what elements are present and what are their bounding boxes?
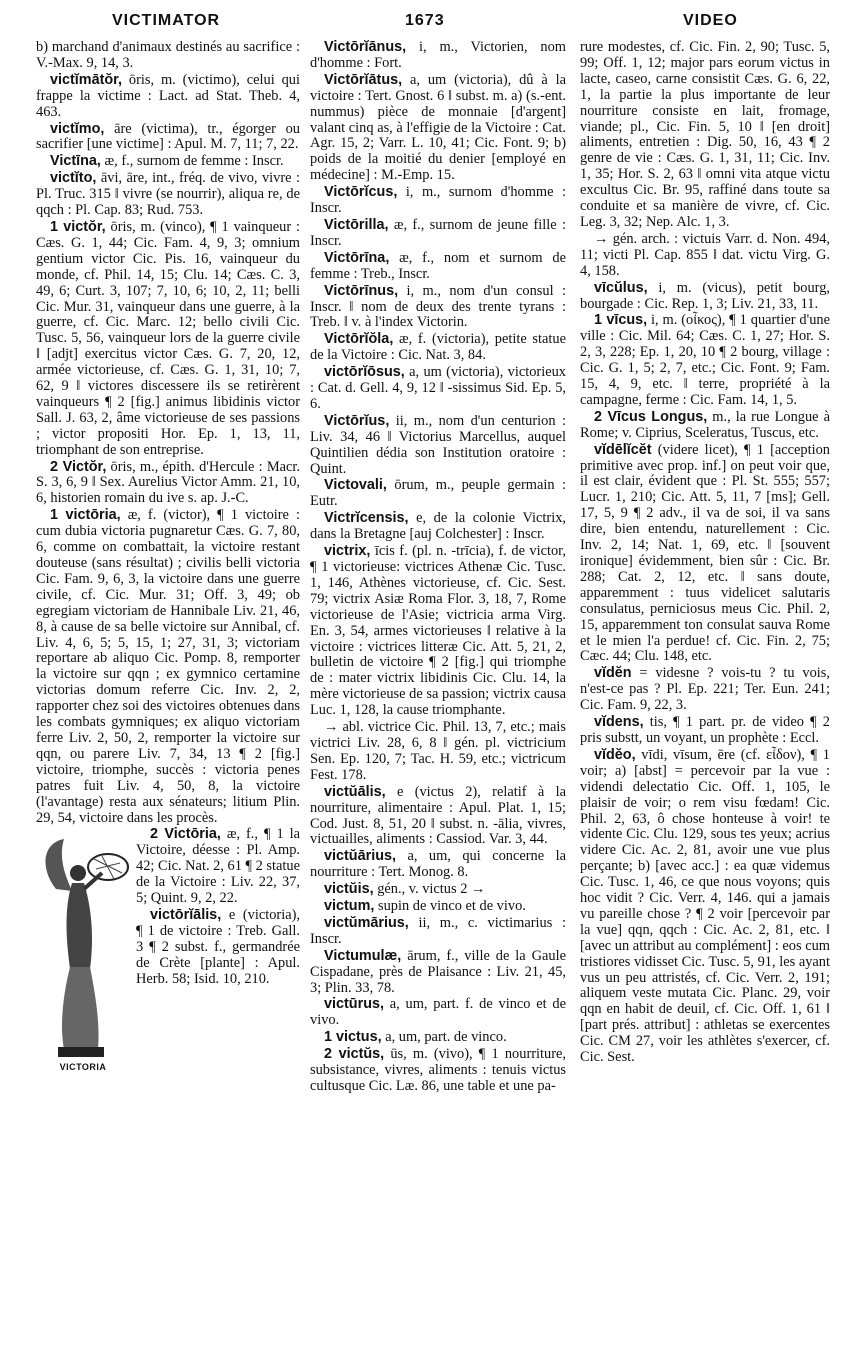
entry-text: a, um (victoria), dû à la victoire : Tert. Gnost. 6 ‖ subst. m. a) (s.-ent. nummus) pièce de monnaie [d'argent] valant cinq as, à l'effigie de la Victoire : Cat. Agr. 15, 2; Varr. L. 10, 41; Cic. Font. 9; b) poids de la moitié du denier [employé en médecine] : M.-Emp. 15. xyxy=(310,71,566,184)
entry-headword: victōrĭōsus, xyxy=(324,364,405,381)
entry-text: m., la rue Longue à Rome; v. Ciprius, Sceleratus, Tuscus, etc. xyxy=(580,408,830,441)
dictionary-entry xyxy=(580,232,830,280)
entry-headword: victūrus, xyxy=(324,996,384,1013)
entry-text: æ, f., surnom de jeune fille : Inscr. xyxy=(310,216,566,249)
dictionary-entry xyxy=(580,410,830,442)
entry-text: ōris, m. (victimo), celui qui frappe la victime : Lact. ad Stat. Theb. 4, 463. xyxy=(36,71,300,120)
entry-text: e, de la colonie Victrix, dans la Bretagne [auj Colchester] : Inscr. xyxy=(310,510,566,543)
entry-text: = videsne ? vois-tu ? tu vois, n'est-ce pas ? Pl. Ep. 221; Ter. Eun. 241; Cic. Fam. 9, 22, 3. xyxy=(580,665,830,714)
entry-text: īcis f. (pl. n. -trīcia), f. de victor, ¶ 1 victorieuse: victrices Athenæ Cic. Tusc. 1, 146, Athènes victorieuse, cf. Cic. Sest. 79; victrix Asiæ Roma Flor. 3, 18, 7, Rome victorieuse de l'Asie; victricia arma Virg. En. 3, 54, armes victorieuses ‖ relative à la victoire : victrices litteræ Cic. Att. 5, 21, 2, bulletin de victoire ¶ 2 [fig.] qui triomphe de : mater victrix libidinis Cic. Clu. 14, la mère victorieuse de sa passion; victrix causa Luc. 1, 128, la cause triomphante. xyxy=(310,543,566,719)
dictionary-entry xyxy=(310,332,566,364)
dictionary-entry xyxy=(310,478,566,510)
entry-text: æ, f., ¶ 1 la Victoire, déesse : Pl. Amp. 42; Cic. Nat. 2, 61 ¶ 2 statue de la Victoire : Liv. 22, 37, 5; Quint. 9, 2, 22. xyxy=(136,826,300,907)
entry-headword: 2 Vīcus Longus, xyxy=(594,408,708,425)
entry-headword: victĭmo, xyxy=(50,120,105,137)
entry-headword: victĭmātŏr, xyxy=(50,71,122,88)
dictionary-entry xyxy=(580,443,830,666)
dictionary-entry xyxy=(310,251,566,283)
entry-text: supin de vinco et de vivo. xyxy=(374,898,526,915)
entry-headword: Victōrĭcus, xyxy=(324,184,398,201)
entry-text: b) marchand d'animaux destinés au sacrifice : V.-Max. 9, 14, 3. xyxy=(36,40,300,71)
entry-headword: Victōrĭātus, xyxy=(324,71,403,88)
dictionary-entry xyxy=(310,1047,566,1095)
entry-headword: Victumulæ, xyxy=(324,947,402,964)
entry-text: i, m., surnom d'homme : Inscr. xyxy=(310,184,566,217)
entry-headword: Victovali, xyxy=(324,477,387,494)
entry-text: ii, m., nom d'un centurion : Liv. 34, 46 ‖ Victorius Marcellus, auquel Quintilien dédia son Institution oratoire : Quint. xyxy=(310,412,566,477)
dictionary-entry xyxy=(580,313,830,408)
dictionary-entry xyxy=(36,122,300,154)
dictionary-entry xyxy=(310,997,566,1029)
page-header xyxy=(0,8,862,36)
entry-headword: Victōrīnus, xyxy=(324,282,399,299)
dictionary-entry xyxy=(36,508,300,826)
entry-text: a, um, part. f. de vinco et de vivo. xyxy=(310,996,566,1029)
entry-headword: 1 victus, xyxy=(324,1029,382,1046)
guide-word-left: VICTIMATOR xyxy=(112,12,221,29)
dictionary-entry xyxy=(36,171,300,219)
dictionary-entry xyxy=(310,511,566,543)
entry-headword: 2 Victŏr, xyxy=(50,458,107,475)
entry-text: vīdi, vīsum, ēre (cf. εἶδον), ¶ 1 voir; a) [abst] = percevoir par la vue : videndi delectatio Cic. Off. 1, 105, le plaisir de voir; o rem visu fœdam! Cic. Phil. 2, 63, ô chose honteuse à voir! te vidente Cic. Clu. 129, sous tes yeux; acrius videre Cic. Ac. 2, 81, avoir une vue plus perçante; b) [avec acc.] : ea quæ videmus Cic. Tusc. 1, 46, ce que nous voyons; quis hoc vidit ? Cic. Verr. 4, 146. qui a jamais vu pareille chose ? ¶ 2 voir [percevoir par la vue] qqn, qqch : Cic. Ac. 2, 81, etc. ‖ [avec un attribut au complément] : eos cum tristiores vidisset Cic. Tusc. 5, 91, les ayant vus un peu attristés, cf. Cic. Verr. 2, 191; aliquem veste mutata Cic. Planc. 29, voir qqn en habit de deuil, cf. Cic. Off. 1, 61 ‖ [part prés. attribut] : athletas se exercentes Cic. CM 27, voir les athlètes s'exercer, cf. Cic. Sest. xyxy=(580,746,830,1066)
entry-text: → abl. victrice Cic. Phil. 13, 7, etc.; mais victrici Liv. 28, 6, 8 ‖ gén. pl. victricium Sen. Ep. 120, 7; Tac. H. 59, etc.; victricum Fest. 178. xyxy=(310,719,566,783)
entry-text: ōris, m. (vinco), ¶ 1 vainqueur : Cæs. G. 1, 44; Cic. Fam. 4, 9, 3; omnium gentium victor Cic. Pis. 16, vainqueur du monde, cf. Phil. 14, 15; Clu. 14; Cæs. C. 3, 49, 6; Curt. 3, 107; 7, 10, 6; 10, 2, 11; belli Cic. Mur. 31, vainqueur dans une guerre, à la guerre, cf. Cic. Marc. 12; bello civili Cic. Tusc. 5, 56, vainqueur lors de la guerre civile ‖ [adjt] exercitus victor Cæs. G. 7, 20, 12, armée victorieuse, cf. Cæs. G. 1, 31, 10; 7, 62, 9 ‖ victores discessere ils se retirèrent vainqueurs ¶ 2 [fig.] animus libidinis victor Sall. J. 63, 2, âme victorieuse de ses passions ; victor propositi Hor. Ep. 1, 13, 11, triomphant de son entreprise. xyxy=(36,218,300,458)
dictionary-entry xyxy=(310,365,566,413)
dictionary-entry xyxy=(310,882,566,898)
entry-headword: Victōrĭus, xyxy=(324,412,390,429)
dictionary-entry xyxy=(580,281,830,313)
entry-text: tis, ¶ 1 part. pr. de video ¶ 2 pris substt, un voyant, un prophète : Eccl. xyxy=(580,714,830,746)
entry-text: ōrum, m., peuple germain : Eutr. xyxy=(310,477,566,510)
dictionary-entry xyxy=(310,218,566,250)
dictionary-entry xyxy=(310,899,566,915)
column-3 xyxy=(580,40,830,1352)
page-number: 1673 xyxy=(405,12,445,29)
dictionary-entry xyxy=(310,40,566,72)
entry-headword: 1 victōria, xyxy=(50,507,121,524)
entry-headword: victŭmārius, xyxy=(324,914,409,931)
entry-headword: Victōrilla, xyxy=(324,216,389,233)
entry-text: ārum, f., ville de la Gaule Cispadane, près de Plaisance : Liv. 21, 45, 3; Plin. 33, 78. xyxy=(310,947,566,996)
entry-text: āvi, āre, int., fréq. de vivo, vivre : Pl. Truc. 315 ‖ vivre (se nourrir), aliqua re, de qqch : Pl. Cap. 83; Rud. 753. xyxy=(36,170,300,219)
entry-text: ii, m., c. victimarius : Inscr. xyxy=(310,914,566,947)
entry-text: ōris, m., épith. d'Hercule : Macr. S. 3, 6, 9 ‖ Sex. Aurelius Victor Amm. 21, 10, 6, historien romain du ive s. ap. J.-C. xyxy=(36,458,300,507)
entry-text: āre (victima), tr., égorger ou sacrifier [une victime] : Apul. M. 7, 11; 7, 22. xyxy=(36,120,300,153)
dictionary-entry xyxy=(310,73,566,184)
entry-text: a, um (victoria), victorieux : Cat. d. Gell. 4, 9, 12 ‖ -sissimus Sid. Ep. 5, 6. xyxy=(310,364,566,412)
dictionary-entry xyxy=(310,185,566,217)
entry-headword: victŭārius, xyxy=(324,848,396,865)
entry-text: a, um, qui concerne la nourriture : Tert. Monog. 8. xyxy=(310,848,566,881)
entry-headword: victĭto, xyxy=(50,170,97,187)
dictionary-entry xyxy=(580,748,830,1066)
entry-text: i, m. (οἶκος), ¶ 1 quartier d'une ville : Cic. Mil. 64; Cæs. C. 1, 27; Hor. S. 2, 3, 228; Ep. 1, 20, 10 ¶ 2 bourg, village : Cic. G. 1, 5; 2, 7, etc.; Cic. Font. 9; Fam. 15, 4, 9, etc. ‖ terre, propriété à la campagne, ferme : Cic. Fam. 14, 1, 5. xyxy=(580,312,830,408)
dictionary-entry xyxy=(310,720,566,784)
dictionary-entry xyxy=(36,220,300,459)
dictionary-entry xyxy=(580,40,830,231)
entry-text: (videre licet), ¶ 1 [acception primitive avec prop. inf.] on peut voir que, il est clair, évident que : Pl. St. 555; 557; Lucr. 1, 210; Cic. Att. 5, 11, 7 [ms]; Gell. 17, 5, 9 ¶ 2 adv., il va de soi, il va sans dire, bien entendu, naturellement : Cic. Inv. 2, 14; Nat. 1, 69, etc. ‖ [souvent ironique] évidemment, bien sûr : Cic. Br. 288; Cat. 2, 12, etc. ‖ sans doute, apparemment : tuus videlicet salutaris consulatus, perniciosus meus Cic. Phil. 2, 15, apparemment ton consulat sauva Rome et le mien l'a perdue! cf. Cic. Fin. 2, 75; Cæc. 44; Clu. 148, etc. xyxy=(580,441,830,665)
dictionary-entry xyxy=(36,40,300,72)
entry-text: æ, f. (victor), ¶ 1 victoire : cum dubia victoria pugnaretur Cæs. G. 7, 80, 6, comme on combattait, la victoire restant douteuse (sans résultat) ; civilis belli victoria Cic. Fam. 9, 6, 3, la victoire dans une guerre civile, cf. Cic. Mur. 31; Off. 3, 49; ob egregiam victoriam de Hannibale Liv. 21, 46, 8, à cause de sa belle victoire sur Annibal, cf. Liv. 4, 6, 5; 5, 15, 1; 27, 31, 3; victoriam reportare ab aliquo Cic. Pomp. 8, remporter la victoire sur qqn ; ex gymnico certamine victorias domum referre Cic. Inv. 2, 2, rapporter chez soi des victoires obtenues dans les combats gymniques; ex aliquo victoriam ferre Liv. 2, 50, 2, remporter la victoire sur qqn, ou parere Liv. 7, 34, 13 ¶ 2 [fig.] victoire, triomphe, succès : victoria penes patres fuit Liv. 4, 50, 8, la victoire (l'avantage) resta aux sénateurs; litium Plin. 29, 54, victoire dans les procès. xyxy=(36,507,300,826)
victoria-illustration xyxy=(36,829,130,1075)
entry-text: æ, f. (victoria), petite statue de la Victoire : Cic. Nat. 3, 84. xyxy=(310,331,566,364)
entry-text: e (victus 2), relatif à la nourriture, alimentaire : Apul. Plat. 1, 15; Cod. Just. 8, 51, 20 ‖ subst. n. -ālia, vivres, victuailles, aliments : Cassiod. Var. 3, 44. xyxy=(310,783,566,848)
entry-headword: vĭdĕn xyxy=(594,665,632,682)
entry-text: e (victoria), ¶ 1 de victoire : Treb. Gall. 3 ¶ 2 subst. f., germandrée de Crète [plante] : Apul. Herb. 58; Isid. 10, 210. xyxy=(136,906,300,987)
dictionary-entry xyxy=(36,154,300,170)
dictionary-entry xyxy=(310,785,566,849)
entry-headword: victrix, xyxy=(324,543,371,560)
dictionary-entry xyxy=(36,460,300,508)
figure-caption: VICTORIA xyxy=(59,1061,107,1072)
dictionary-entry xyxy=(310,949,566,997)
entry-headword: Victōrīna, xyxy=(324,249,390,266)
dictionary-entry xyxy=(310,544,566,719)
entry-headword: Victōrĭānus, xyxy=(324,40,407,55)
dictionary-entry xyxy=(36,73,300,121)
entry-headword: victum, xyxy=(324,898,375,915)
entry-text: → gén. arch. : victuis Varr. d. Non. 494, 11; victi Pl. Cap. 855 ‖ dat. victu Virg. G. 4, 158. xyxy=(580,230,830,279)
entry-headword: vĭdens, xyxy=(594,714,644,731)
entry-text: æ, f., nom et surnom de femme : Treb., Inscr. xyxy=(310,249,566,282)
dictionary-entry xyxy=(580,666,830,714)
entry-text: gén., v. victus 2 → xyxy=(373,881,486,898)
entry-headword: 2 victŭs, xyxy=(324,1046,385,1063)
dictionary-entry xyxy=(310,414,566,478)
entry-headword: Victīna, xyxy=(50,153,101,170)
entry-headword: vīcŭlus, xyxy=(594,279,648,296)
entry-text: æ, f., surnom de femme : Inscr. xyxy=(100,153,284,170)
dictionary-entry xyxy=(310,916,566,948)
entry-text: i, m., nom d'un consul : Inscr. ‖ nom de deux des trente tyrans : Treb. ‖ v. à l'index Victorin. xyxy=(310,282,566,331)
dictionary-entry xyxy=(310,284,566,332)
entry-headword: victŭālis, xyxy=(324,783,386,800)
dictionary-entry xyxy=(310,1030,566,1046)
column-2 xyxy=(310,40,566,1352)
column-1 xyxy=(36,40,300,1352)
entry-text: i, m., Victorien, nom d'homme : Fort. xyxy=(310,40,566,71)
entry-headword: vĭdĕo, xyxy=(594,746,636,763)
entry-headword: victōrĭālis, xyxy=(150,906,222,923)
entry-text: ūs, m. (vivo), ¶ 1 nourriture, subsistance, vivres, aliments : tenuis victus cultusque Cic. Læ. 86, une table et une pa- xyxy=(310,1046,566,1094)
entry-headword: 2 Victōria, xyxy=(150,826,221,843)
entry-headword: Victōrĭŏla, xyxy=(324,331,394,348)
entry-headword: Victrĭcensis, xyxy=(324,510,409,527)
entry-text: a, um, part. de vinco. xyxy=(381,1029,507,1046)
entry-text: rure modestes, cf. Cic. Fin. 2, 90; Tusc. 5, 99; Off. 1, 12; major pars eorum victus in lacte, caseo, carne consistit Cæs. G. 6, 22, 1, la partie la plus importante de leur nourriture consiste en lait, fromage, viande; pl., Cic. Fin. 5, 10 ‖ [en droit] aliments, entretien : Dig. 50, 16, 43 ¶ 2 genre de vie : Cæs. G. 1, 31, 11; Cic. Inv. 1, 35; Hor. S. 2, 63 ‖ omni vita atque victu excultus Cic. Br. 95, raffiné dans toute sa conduite et sa manière de vivre, cf. Cic. Leg. 3, 32; Nep. Alc. 1, 3. xyxy=(580,40,830,230)
victoria-statue-icon xyxy=(36,829,130,1061)
dictionary-entry xyxy=(580,715,830,747)
entry-headword: 1 vīcus, xyxy=(594,312,648,329)
dictionary-entry xyxy=(310,849,566,881)
entry-headword: vĭdēlĭcĕt xyxy=(594,441,652,458)
entry-text: i, m. (vicus), petit bourg, bourgade : Cic. Rep. 1, 3; Liv. 21, 33, 11. xyxy=(580,279,830,312)
guide-word-right: VIDEO xyxy=(683,12,738,29)
entry-headword: victŭis, xyxy=(324,881,374,898)
entry-headword: 1 victŏr, xyxy=(50,218,106,235)
